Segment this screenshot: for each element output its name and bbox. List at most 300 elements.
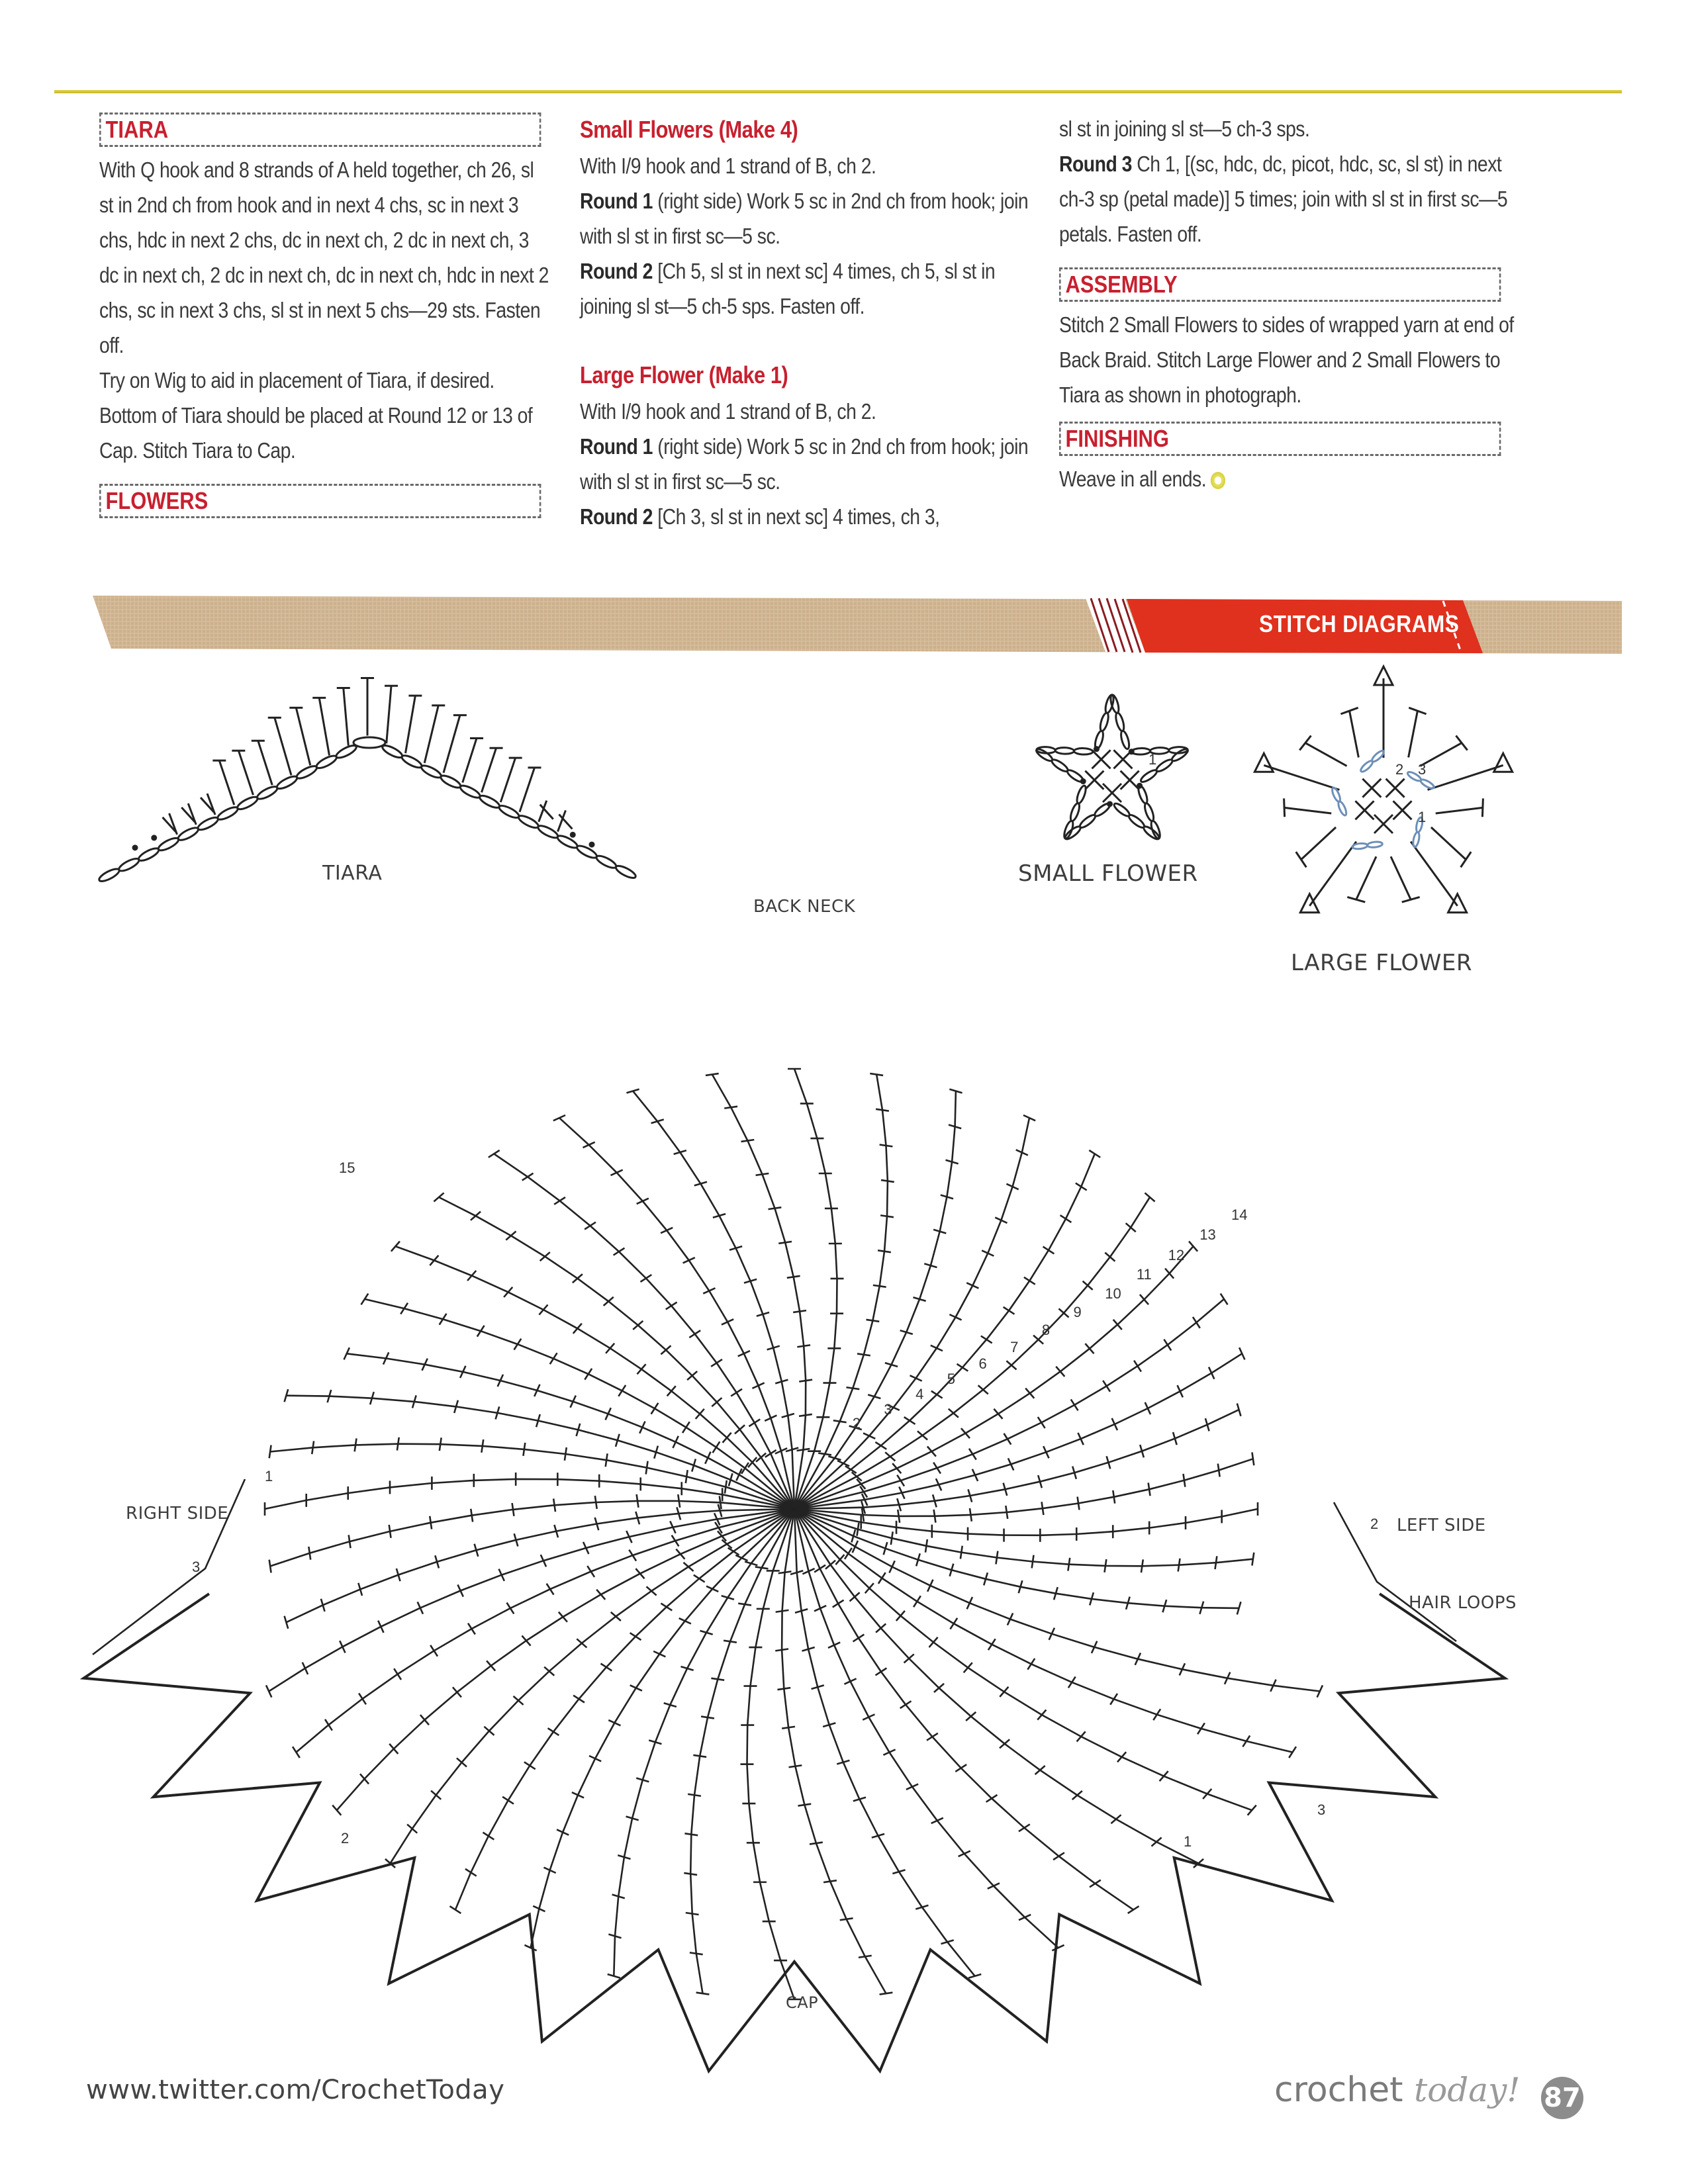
bottom-right-mark-1: 1 (1184, 1833, 1192, 1850)
stitch-tick (1104, 1559, 1106, 1572)
stitch-tick (471, 1212, 481, 1220)
assembly-text: Stitch 2 Small Flowers to sides of wrapped yarn at end of Back Braid. Stitch Large Flower and 2 Small Flowers to Tiara as shown in photograph. (1059, 312, 1514, 407)
stitch-tick (873, 1285, 886, 1287)
tiara-chain (381, 743, 403, 760)
stitch-tick (859, 1956, 872, 1958)
stitch-tick (769, 1207, 782, 1209)
stitch-tick (755, 1567, 769, 1569)
tiara-chain (157, 836, 180, 852)
stitch-tick (468, 1623, 475, 1635)
stitch-tick (682, 1422, 690, 1433)
round2-chain (1412, 832, 1421, 848)
stitch-tick (996, 1551, 998, 1565)
stitch-tick (688, 1794, 701, 1796)
dc-stitch (1264, 765, 1339, 790)
stitch-tick (756, 1173, 769, 1175)
stitch-tick (1089, 1150, 1100, 1158)
stitch-tick (1019, 1915, 1031, 1920)
stitch-tick (269, 1445, 271, 1459)
stitch-tick (823, 1880, 837, 1882)
cap-stitch-ray (794, 1410, 1239, 1509)
stitch-tick (931, 1818, 943, 1823)
stitch-top-bar (1482, 798, 1483, 817)
bottom-left-mark-2: 2 (341, 1830, 350, 1846)
stitch-tick (430, 1645, 438, 1657)
stitch-tick (825, 1561, 835, 1569)
tiara-diagram (97, 678, 637, 884)
bottom-right-mark-3: 3 (1317, 1801, 1326, 1818)
slip-stitch-dot (571, 833, 575, 837)
petal-chain (1139, 768, 1158, 784)
stitch-tick (547, 1584, 554, 1595)
cap-stitch-ray (794, 1091, 956, 1509)
stitch-tick (683, 1257, 695, 1263)
stitch-tick (1126, 1223, 1136, 1232)
stitch-tick (1178, 1559, 1180, 1572)
stitch-tick (782, 1727, 795, 1729)
stitch-tick (876, 1668, 887, 1676)
stitch-tick (523, 1443, 525, 1456)
cap-round-number: 8 (1041, 1321, 1051, 1338)
finishing-text: Weave in all ends. (1059, 467, 1207, 491)
tiara-chain (256, 784, 279, 801)
tiara-chain (335, 743, 358, 760)
stitch-tick (777, 1688, 790, 1690)
flowers-heading: FLOWERS (105, 487, 209, 514)
cap-round-number: 2 (852, 1415, 861, 1432)
stitch-tick (1060, 1215, 1072, 1222)
stitch-tick (1252, 1452, 1254, 1465)
stitch-tick (927, 1447, 936, 1457)
large-flower-round-1: 1 (1418, 809, 1427, 825)
cap-round-number: 12 (1168, 1246, 1185, 1263)
stitch-tick (1221, 1294, 1228, 1305)
stitch-tick (293, 1747, 300, 1758)
cap-label: CAP (786, 1993, 819, 2012)
stitch-tick (845, 1548, 852, 1559)
stitch-tick (1134, 1361, 1141, 1372)
tiara-placement-note: Try on Wig to aid in placement of Tiara, if desired. Bottom of Tiara should be placed at Round 12 or 13 of Cap. Stitch Tiara to Cap. (99, 368, 533, 463)
stitch-tick (661, 1228, 673, 1233)
stitch-tick (931, 1391, 943, 1398)
slip-stitch-dot (1138, 784, 1142, 788)
slip-stitch-dot (590, 842, 594, 846)
tiara-chain (137, 846, 160, 862)
picot-icon (1494, 753, 1513, 772)
petal-chain (1099, 712, 1110, 732)
stitch-tick (640, 1275, 651, 1282)
cap-round-number: 13 (1199, 1226, 1216, 1244)
stitch-tick (910, 1375, 922, 1381)
round-label: Round 2 (580, 259, 653, 283)
stitch-tick (1239, 1347, 1244, 1359)
stitch-tick (955, 1764, 966, 1772)
stitch-tick (507, 1603, 514, 1614)
stitch-tick (467, 1271, 476, 1281)
stitch-tick (312, 1441, 314, 1454)
dc-stitch (463, 738, 477, 782)
stitch-tick (889, 1561, 894, 1572)
stitch-tick (434, 1193, 444, 1201)
round-label: Round 2 (580, 504, 653, 529)
stitch-tick (1025, 1388, 1034, 1398)
stitch-tick (1037, 1710, 1046, 1720)
stitch-tick (934, 1510, 936, 1523)
stitch-tick (1078, 1497, 1080, 1510)
logo-word-crochet: crochet (1274, 2070, 1403, 2110)
round2-chain (1331, 787, 1342, 803)
stitch-tick (1105, 1253, 1115, 1261)
stitch-tick (684, 1833, 698, 1835)
tiara-chain (315, 754, 338, 770)
hdc-stitch (1305, 743, 1347, 766)
round2-chain (1352, 842, 1368, 849)
stitch-tick (678, 1494, 680, 1508)
stitch-tick (666, 1302, 677, 1310)
tiara-chain (216, 805, 239, 821)
stitch-tick (880, 1215, 894, 1217)
left-side-label: LEFT SIDE (1397, 1516, 1486, 1535)
stitch-tick (878, 1572, 886, 1584)
round-label: Round 3 (1059, 152, 1132, 176)
footer-twitter-url[interactable]: www.twitter.com/CrochetToday (86, 2075, 505, 2105)
round-text: [Ch 3, sl st in next sc] 4 times, ch 3, (652, 504, 940, 529)
cap-round-number: 6 (978, 1355, 987, 1372)
stitch-tick (798, 1804, 811, 1806)
stitch-tick (756, 1453, 766, 1462)
stitch-tick (471, 1509, 473, 1522)
cap-round-number: 10 (1105, 1285, 1121, 1302)
stitch-tick (608, 1720, 620, 1725)
stitch-tick (1218, 1464, 1220, 1477)
stitch-tick (961, 1546, 962, 1559)
stitch-tick (878, 1250, 891, 1252)
stitch-tick (793, 1310, 806, 1312)
stitch-tick (837, 1461, 849, 1466)
stitch-tick (738, 1604, 751, 1606)
stitch-tick (676, 1549, 684, 1559)
cap-round-number: 5 (947, 1371, 956, 1388)
dc-stitch (1428, 765, 1503, 790)
stitch-tick (565, 1447, 567, 1461)
stitch-tick (846, 1387, 859, 1389)
stitch-tick (957, 1364, 968, 1371)
stitch-tick (927, 1733, 938, 1741)
stitch-tick (994, 1409, 1002, 1419)
stitch-tick (559, 1612, 567, 1622)
stitch-tick (818, 1453, 831, 1455)
cap-diagram (84, 1069, 1505, 2071)
stitch-tick (713, 1441, 720, 1453)
stitch-tick (585, 1369, 592, 1380)
stitch-tick (651, 1403, 659, 1414)
stitch-tick (741, 1140, 754, 1142)
stitch-tick (610, 1170, 622, 1175)
stitch-tick (630, 1685, 642, 1690)
tiara-heading: TIARA (105, 116, 169, 143)
stitch-tick (1149, 1482, 1150, 1496)
stitch-tick (883, 1749, 895, 1754)
petal-chain (1069, 802, 1082, 822)
stitch-tick (866, 1320, 879, 1322)
stitch-tick (906, 1784, 918, 1790)
tiara-chain (295, 764, 318, 780)
stitch-tick (512, 1503, 514, 1516)
stitch-tick (765, 1450, 776, 1457)
stitch-tick (397, 1437, 399, 1451)
hdc-stitch (1356, 856, 1376, 899)
tiara-peak-chain (353, 737, 385, 748)
stitch-tick (988, 1883, 1000, 1888)
stitch-tick (1006, 1506, 1008, 1519)
stitch-tick (502, 1797, 514, 1804)
cap-stitch-ray (794, 1075, 888, 1510)
stitch-tick (722, 1319, 733, 1324)
stitch-tick (749, 1419, 760, 1426)
stitch-tick (1052, 1945, 1064, 1950)
stitch-tick (355, 1438, 357, 1451)
stitch-tick (686, 1913, 699, 1915)
stitch-tick (1151, 1838, 1161, 1846)
stitch-tick (701, 1717, 714, 1719)
large-flower-diagram (1254, 666, 1512, 913)
stitch-tick (797, 1345, 810, 1347)
tiara-diagram-label: TIARA (322, 862, 383, 885)
stitch-tick (340, 1641, 345, 1653)
stitch-tick (970, 1508, 972, 1522)
large-flower-round-2-continued: sl st in joining sl st—5 ch-3 sps. (1059, 116, 1310, 141)
stitch-tick (1113, 1490, 1115, 1504)
stitch-tick (857, 1523, 859, 1536)
round-text: (right side) Work 5 sc in 2nd ch from hook; join with sl st in first sc—5 sc. (580, 434, 1029, 494)
stitch-tick (1038, 1417, 1045, 1428)
stitch-tick (407, 1825, 417, 1833)
petal-chain (1143, 802, 1156, 822)
petal-chain (1055, 747, 1074, 754)
stitch-tick (724, 1641, 737, 1643)
stitch-top-bar (1284, 798, 1285, 817)
dc-stitch (238, 751, 253, 795)
tiara-chain (498, 803, 520, 820)
stitch-tick (925, 1539, 927, 1553)
stitch-tick (522, 1635, 530, 1645)
stitch-tick (481, 1439, 483, 1453)
petal-chain (1113, 801, 1131, 818)
hdc-stitch (1284, 807, 1331, 813)
cap-round-number: 4 (915, 1386, 924, 1403)
stitch-tick (553, 1498, 555, 1512)
tiara-chain (420, 763, 442, 780)
stitch-tick (1203, 1789, 1211, 1799)
slip-stitch-dot (152, 836, 156, 840)
stitch-tick (637, 1494, 639, 1508)
stitch-tick (840, 1918, 853, 1920)
stitch-tick (679, 1618, 691, 1623)
tiara-chain (117, 856, 140, 873)
tiara-chain (197, 815, 220, 832)
stitch-tick (1056, 1367, 1064, 1377)
hdc-stitch (1409, 711, 1418, 757)
stitch-tick (430, 1255, 438, 1265)
cap-round-number: 14 (1231, 1206, 1248, 1223)
stitch-tick (349, 1535, 351, 1548)
stitch-tick (833, 1420, 847, 1422)
round2-chain (1419, 778, 1435, 790)
stitch-tick (787, 1276, 800, 1278)
stitch-tick (391, 1242, 400, 1251)
petal-chain (1074, 748, 1093, 754)
stitch-tick (876, 1109, 889, 1111)
stitch-tick (1042, 1502, 1044, 1515)
hdc-stitch (1431, 827, 1466, 860)
tiara-chain (275, 774, 299, 791)
stitch-tick (1068, 1558, 1070, 1571)
stitch-tick (573, 1696, 585, 1703)
stitch-tick (964, 1662, 972, 1672)
tiara-chain (478, 794, 500, 810)
stitch-top-bar (1296, 852, 1307, 867)
large-flower-title: Large Flower (Make 1) (580, 361, 788, 388)
small-flower-round-number: 1 (1149, 751, 1157, 768)
stitch-tick (1160, 1771, 1168, 1781)
dc-stitch (482, 748, 496, 792)
dc-stitch (275, 717, 291, 775)
stitch-tick (539, 1304, 547, 1314)
stitch-tick (308, 1547, 310, 1560)
stitch-tick (833, 1600, 844, 1608)
stitch-tick (596, 1590, 605, 1600)
tiara-chain (537, 823, 559, 840)
stitch-tick (789, 1765, 802, 1767)
stitch-tick (587, 1566, 594, 1577)
cap-stitch-ray (794, 1197, 1150, 1509)
tiara-instructions: With Q hook and 8 strands of A held together, ch 26, sl st in 2nd ch from hook and in next 4 chs, sc in next 3 chs, hdc in next 2 chs, dc in next ch, 2 dc in next ch, 3 dc in next ch, 2 dc in next ch, dc in next ch, hdc in next 2 chs, sc in next 3 chs, sl st in next 5 chs—29 sts. Fasten off. (99, 158, 549, 357)
stitch-tick (778, 1571, 792, 1573)
slip-stitch-dot (1081, 780, 1085, 784)
tiara-chain (614, 864, 637, 880)
cap-round-number: 7 (1010, 1338, 1019, 1355)
dc-stitch (1411, 842, 1458, 906)
stitch-tick (504, 1287, 512, 1297)
stitch-tick (892, 1463, 901, 1473)
stitch-tick (389, 1525, 391, 1538)
dc-stitch (424, 705, 438, 763)
stitch-tick (553, 1115, 565, 1120)
petal-chain (1114, 712, 1125, 732)
cap-stitch-ray (794, 1118, 1029, 1509)
dc-stitch (406, 696, 416, 753)
large-flower-round-2: 2 (1395, 761, 1404, 778)
stitch-tick (583, 1142, 595, 1148)
stitch-tick (684, 1873, 697, 1875)
stitch-tick (483, 1833, 494, 1840)
stitch-tick (686, 1470, 688, 1483)
stitch-tick (646, 1461, 648, 1475)
tiara-chain (400, 753, 423, 770)
stitch-tick (465, 1869, 477, 1876)
dc-stitch (520, 768, 534, 812)
stitch-tick (524, 1762, 536, 1769)
small-flowers-title: Small Flowers (Make 4) (580, 116, 798, 143)
tiara-chain (97, 866, 120, 883)
stitch-tick (690, 1952, 703, 1954)
stitch-tick (1043, 1247, 1055, 1254)
stitch-tick (959, 1851, 970, 1856)
tiara-chain (595, 854, 618, 870)
right-side-mark-3: 3 (192, 1559, 201, 1575)
stitch-tick (1248, 1805, 1256, 1815)
stitch-tick (1145, 1193, 1154, 1201)
page-number-badge: 87 (1541, 2077, 1583, 2119)
stitch-tick (394, 1668, 401, 1680)
dc-stitch (319, 698, 329, 755)
stitch-tick (637, 1364, 645, 1374)
dc-stitch (1309, 842, 1356, 906)
stitch-tick (550, 1353, 557, 1364)
large-flower-intro: With I/9 hook and 1 strand of B, ch 2. (580, 399, 876, 424)
slip-stitch-dot (133, 846, 137, 850)
stitch-tick (1004, 1307, 1015, 1314)
round-text: (right side) Work 5 sc in 2nd ch from hook; join with sl st in first sc—5 sc. (580, 189, 1029, 248)
cap-round-15: 15 (339, 1160, 355, 1176)
cap-round-number: 9 (1073, 1304, 1082, 1321)
hair-loops-label: HAIR LOOPS (1409, 1593, 1517, 1613)
dc-stitch (344, 688, 348, 745)
stitch-tick (1024, 1277, 1035, 1285)
stitch-tick (711, 1678, 724, 1680)
small-flower-diagram (1035, 694, 1190, 841)
petal-chain (1119, 730, 1131, 750)
tiara-chain (440, 774, 462, 790)
stitch-tick (949, 1314, 961, 1320)
small-flowers-intro: With I/9 hook and 1 strand of B, ch 2. (580, 154, 876, 178)
finishing-heading: FINISHING (1065, 425, 1169, 452)
round-text: Ch 1, [(sc, hdc, dc, picot, hdc, sc, sl st) in next ch-3 sp (petal made)] 5 times; join with sl st in first sc—5 petals. Fasten off. (1059, 152, 1508, 246)
stitch-tick (1103, 1381, 1110, 1392)
hdc-stitch (1420, 743, 1462, 766)
hdc-stitch (1301, 827, 1336, 860)
stitch-tick (325, 1719, 332, 1731)
slip-stitch-dot (1129, 750, 1133, 754)
stitch-tick (653, 1651, 665, 1657)
crochet-today-logo (1274, 2070, 1520, 2110)
stitch-tick (696, 1993, 710, 1995)
dc-stitch (258, 741, 272, 785)
stitch-tick (853, 1541, 858, 1553)
stitch-tick (775, 1649, 788, 1651)
stitch-tick (573, 1324, 582, 1334)
round-label: Round 1 (580, 434, 653, 459)
stitch-tick (799, 1380, 812, 1382)
tiara-chain (459, 784, 481, 800)
stitch-tick (988, 1639, 996, 1650)
cap-stitch-ray (296, 1509, 794, 1752)
stitch-tick (1193, 1317, 1200, 1328)
tiara-chain (517, 813, 539, 830)
tiara-chain (236, 795, 259, 811)
stitch-tick (706, 1073, 719, 1075)
stitch-tick (1076, 1183, 1087, 1191)
stitch-tick (731, 1389, 742, 1396)
stitch-tick (703, 1288, 715, 1293)
stitch-tick (303, 1662, 308, 1674)
stitch-tick (706, 1586, 718, 1592)
round-text: [Ch 5, sl st in next sc] 4 times, ch 5, sl st in joining sl st—5 ch-5 sps. Fasten off. (580, 259, 996, 318)
stitch-tick (1004, 1433, 1011, 1445)
stitch-tick (359, 1694, 366, 1705)
stitch-tick (736, 1469, 741, 1480)
stitch-tick (778, 1242, 792, 1244)
